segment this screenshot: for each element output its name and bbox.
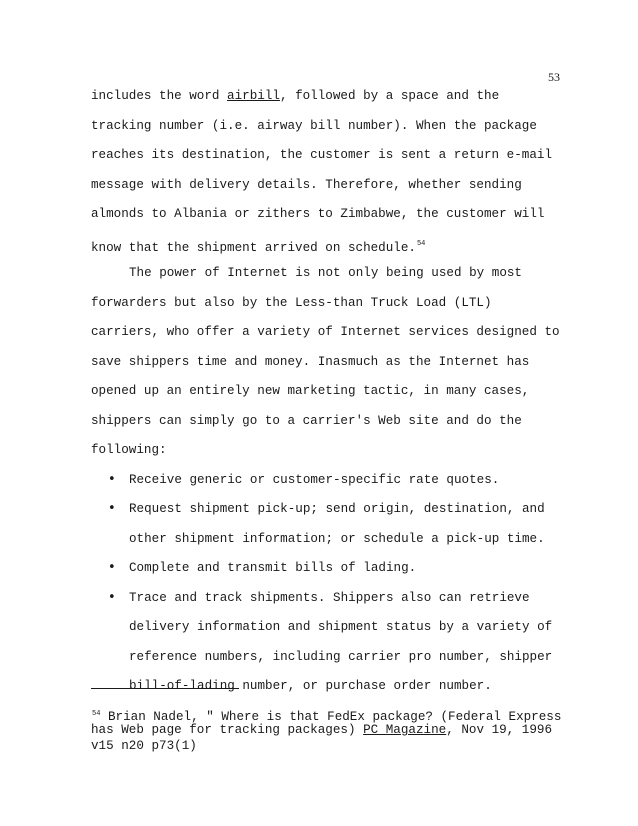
list-item bbox=[91, 468, 581, 498]
list-item bbox=[91, 556, 581, 586]
text-line: forwarders but also by the Less-than Truck Load (LTL) bbox=[91, 295, 492, 310]
text-line: Complete and transmit bills of lading. bbox=[129, 561, 417, 575]
text-run: , followed by a space and the bbox=[279, 89, 500, 103]
footnote-reference: 54 bbox=[416, 239, 426, 248]
text-line: message with delivery details. Therefore, whether sending bbox=[91, 177, 522, 192]
text-run: includes the word bbox=[91, 89, 228, 103]
text-line: reaches its destination, the customer is sent a return e-mail bbox=[91, 148, 553, 162]
text-run: , Nov 19, 1996 bbox=[446, 723, 553, 737]
bullet-icon: • bbox=[108, 589, 116, 605]
list-item bbox=[91, 497, 581, 556]
text-run: Brian Nadel, " Where is that FedEx package? (Federal Express bbox=[100, 710, 562, 724]
page-number: 53 bbox=[548, 70, 560, 84]
bullet-icon: • bbox=[108, 471, 116, 487]
text-line: bill-of-lading number, or purchase order number. bbox=[129, 679, 492, 693]
text-line: following: bbox=[91, 443, 167, 457]
underlined-term: airbill bbox=[227, 89, 280, 103]
text-line: Request shipment pick-up; send origin, destination, and bbox=[129, 502, 545, 516]
paragraph bbox=[91, 84, 581, 261]
text-line: tracking number (i.e. airway bill number). When the package bbox=[91, 118, 537, 133]
body-text bbox=[91, 84, 581, 704]
text-line: v15 n20 p73(1) bbox=[91, 739, 197, 753]
text-line: reference numbers, including carrier pro number, shipper bbox=[129, 649, 553, 664]
text-line bbox=[91, 722, 581, 738]
bullet-icon: • bbox=[108, 560, 116, 575]
bullet-list bbox=[91, 468, 581, 704]
paragraph bbox=[91, 261, 581, 468]
text-line: shippers can simply go to a carrier's Web site and do the bbox=[91, 413, 522, 428]
text-line bbox=[91, 706, 581, 722]
text-line: save shippers time and money. Inasmuch as the Internet has bbox=[91, 354, 530, 369]
text-line: Receive generic or customer-specific rate quotes. bbox=[129, 472, 500, 487]
text-line: opened up an entirely new marketing tactic, in many cases, bbox=[91, 384, 530, 398]
footnote-marker: 54 bbox=[92, 710, 101, 718]
text-line bbox=[91, 84, 581, 114]
footnote-separator bbox=[91, 688, 239, 689]
text-line: delivery information and shipment status by a variety of bbox=[129, 620, 553, 634]
text-line: The power of Internet is not only being used by most bbox=[129, 266, 522, 280]
text-run: know that the shipment arrived on schedule. bbox=[91, 240, 416, 255]
text-line: carriers, who offer a variety of Internet services designed to bbox=[91, 325, 560, 339]
list-item bbox=[91, 586, 581, 704]
footnote bbox=[91, 706, 581, 754]
text-line: almonds to Albania or zithers to Zimbabwe, the customer will bbox=[91, 207, 545, 221]
text-line: Trace and track shipments. Shippers also can retrieve bbox=[129, 590, 530, 605]
text-line: other shipment information; or schedule a pick-up time. bbox=[129, 531, 545, 546]
text-line bbox=[91, 232, 581, 262]
text-run: has Web page for tracking packages) bbox=[91, 723, 364, 737]
publication-title: PC Magazine bbox=[363, 723, 447, 737]
bullet-icon: • bbox=[108, 501, 116, 516]
